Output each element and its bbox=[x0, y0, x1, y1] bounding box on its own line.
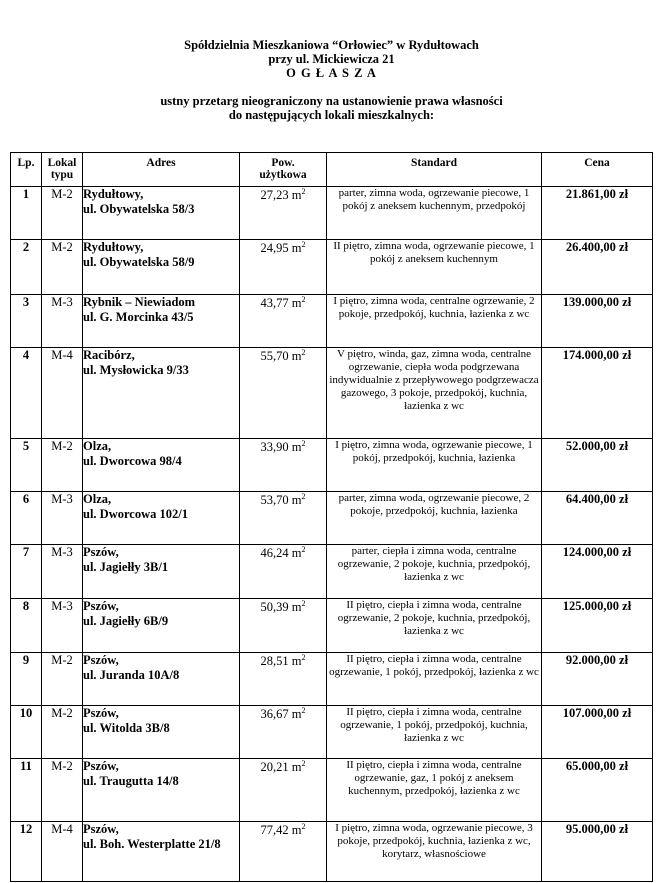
row-city: Racibórz, bbox=[83, 348, 135, 362]
row-area bbox=[240, 240, 327, 295]
row-price: 64.400,00 zł bbox=[542, 492, 653, 545]
row-address bbox=[83, 348, 240, 439]
row-area bbox=[240, 759, 327, 822]
row-street: ul. Jagiełły 6B/9 bbox=[83, 614, 169, 628]
row-area-unit: m bbox=[291, 349, 302, 364]
row-area-unit: m bbox=[291, 760, 302, 775]
row-city: Pszów, bbox=[83, 653, 119, 667]
header-cena: Cena bbox=[542, 153, 653, 187]
row-street: ul. Boh. Westerplatte 21/8 bbox=[83, 837, 221, 851]
row-lp: 3 bbox=[11, 295, 42, 348]
row-standard: parter, zimna woda, ogrzewanie piecowe, 2 pokoje, przedpokój, kuchnia, łazienka bbox=[327, 492, 542, 545]
row-standard: I piętro, zimna woda, ogrzewanie piecowe, 3 pokoje, przedpokój, kuchnia, łazienka z wc, korytarz, własnościowe bbox=[327, 822, 542, 882]
row-area-exp: 2 bbox=[301, 759, 306, 768]
apartments-table bbox=[10, 152, 653, 882]
row-city: Pszów, bbox=[83, 759, 119, 773]
row-standard: parter, zimna woda, ogrzewanie piecowe, 1 pokój z aneksem kuchennym, przedpokój bbox=[327, 187, 542, 240]
row-lp: 8 bbox=[11, 599, 42, 653]
table-header-row bbox=[11, 153, 653, 187]
table-row bbox=[11, 822, 653, 882]
row-area-value: 55,70 bbox=[260, 349, 289, 364]
tender-description-cont: do następujących lokali mieszkalnych: bbox=[228, 108, 435, 122]
row-area-exp: 2 bbox=[301, 492, 306, 501]
row-typ: M-4 bbox=[42, 348, 83, 439]
header-standard: Standard bbox=[327, 153, 542, 187]
header-typ bbox=[42, 153, 83, 187]
row-address bbox=[83, 822, 240, 882]
header-pow-line2: użytkowa bbox=[259, 169, 307, 181]
row-area-value: 33,90 bbox=[260, 440, 289, 455]
table-row bbox=[11, 759, 653, 822]
row-street: ul. Dworcowa 102/1 bbox=[83, 507, 188, 521]
row-area bbox=[240, 653, 327, 706]
row-lp: 6 bbox=[11, 492, 42, 545]
table-row bbox=[11, 492, 653, 545]
row-city: Rydułtowy, bbox=[83, 187, 144, 201]
row-city: Olza, bbox=[83, 492, 112, 506]
row-typ: M-2 bbox=[42, 759, 83, 822]
row-typ: M-4 bbox=[42, 822, 83, 882]
row-city: Olza, bbox=[83, 439, 112, 453]
row-address bbox=[83, 545, 240, 599]
table-row bbox=[11, 240, 653, 295]
row-city: Pszów, bbox=[83, 822, 119, 836]
row-area-value: 50,39 bbox=[260, 600, 289, 615]
row-lp: 12 bbox=[11, 822, 42, 882]
row-area bbox=[240, 822, 327, 882]
row-area-value: 46,24 bbox=[260, 546, 289, 561]
row-price: 139.000,00 zł bbox=[542, 295, 653, 348]
row-area bbox=[240, 348, 327, 439]
row-price: 174.000,00 zł bbox=[542, 348, 653, 439]
row-area bbox=[240, 295, 327, 348]
row-area-unit: m bbox=[291, 296, 302, 311]
row-area-value: 27,23 bbox=[260, 188, 289, 203]
row-typ: M-2 bbox=[42, 706, 83, 759]
row-standard: V piętro, winda, gaz, zimna woda, centralne ogrzewanie, ciepła woda podgrzewana indywidualnie z przepływowego podgrzewacza gazowego, 3 pokoje, przedpokój, kuchnia, łazienka z wc bbox=[327, 348, 542, 439]
row-area-unit: m bbox=[291, 654, 302, 669]
row-area-exp: 2 bbox=[301, 822, 306, 831]
row-street: ul. Traugutta 14/8 bbox=[83, 774, 179, 788]
cooperative-name: Spółdzielnia Mieszkaniowa “Orłowiec” w Rydułtowach bbox=[184, 38, 479, 52]
row-address bbox=[83, 653, 240, 706]
row-area-exp: 2 bbox=[301, 545, 306, 554]
table-row bbox=[11, 439, 653, 492]
row-area-exp: 2 bbox=[301, 295, 306, 304]
row-standard: parter, ciepła i zimna woda, centralne ogrzewanie, 2 pokoje, kuchnia, przedpokój, łazienka z wc bbox=[327, 545, 542, 599]
header-adres: Adres bbox=[83, 153, 240, 187]
row-street: ul. Witolda 3B/8 bbox=[83, 721, 170, 735]
row-area-exp: 2 bbox=[301, 187, 306, 196]
row-standard: II piętro, ciepła i zimna woda, centralne ogrzewanie, gaz, 1 pokój z aneksem kuchennym, przedpokój, łazienka z wc bbox=[327, 759, 542, 822]
row-address bbox=[83, 759, 240, 822]
row-typ: M-2 bbox=[42, 240, 83, 295]
row-lp: 4 bbox=[11, 348, 42, 439]
table-row bbox=[11, 706, 653, 759]
row-city: Rydułtowy, bbox=[83, 240, 144, 254]
row-typ: M-3 bbox=[42, 492, 83, 545]
row-price: 26.400,00 zł bbox=[542, 240, 653, 295]
row-area-unit: m bbox=[291, 823, 302, 838]
row-street: ul. Obywatelska 58/9 bbox=[83, 255, 195, 269]
row-address bbox=[83, 187, 240, 240]
row-area-exp: 2 bbox=[301, 348, 306, 357]
row-area bbox=[240, 545, 327, 599]
row-price: 124.000,00 zł bbox=[542, 545, 653, 599]
table-row bbox=[11, 599, 653, 653]
row-address bbox=[83, 599, 240, 653]
row-typ: M-3 bbox=[42, 599, 83, 653]
row-area-exp: 2 bbox=[301, 599, 306, 608]
row-standard: I piętro, zimna woda, centralne ogrzewanie, 2 pokoje, przedpokój, kuchnia, łazienka z wc bbox=[327, 295, 542, 348]
row-area-unit: m bbox=[291, 440, 302, 455]
row-area-value: 36,67 bbox=[260, 707, 289, 722]
table-row bbox=[11, 545, 653, 599]
row-typ: M-2 bbox=[42, 439, 83, 492]
row-area-value: 28,51 bbox=[260, 654, 289, 669]
row-price: 107.000,00 zł bbox=[542, 706, 653, 759]
row-address bbox=[83, 295, 240, 348]
row-area-unit: m bbox=[291, 493, 302, 508]
row-area-unit: m bbox=[291, 546, 302, 561]
row-area-exp: 2 bbox=[301, 653, 306, 662]
header-pow-line1: Pow. bbox=[271, 157, 295, 169]
row-lp: 11 bbox=[11, 759, 42, 822]
row-typ: M-3 bbox=[42, 295, 83, 348]
row-price: 65.000,00 zł bbox=[542, 759, 653, 822]
row-street: ul. Obywatelska 58/3 bbox=[83, 202, 195, 216]
row-city: Rybnik – Niewiadom bbox=[83, 295, 196, 309]
row-area bbox=[240, 439, 327, 492]
row-area bbox=[240, 706, 327, 759]
row-standard: II piętro, ciepła i zimna woda, centralne ogrzewanie, 2 pokoje, kuchnia, przedpokój, łazienka z wc bbox=[327, 599, 542, 653]
header-typ-line1: Lokal bbox=[47, 157, 77, 169]
row-area-unit: m bbox=[291, 241, 302, 256]
row-city: Pszów, bbox=[83, 599, 119, 613]
row-area-value: 43,77 bbox=[260, 296, 289, 311]
row-typ: M-2 bbox=[42, 653, 83, 706]
row-address bbox=[83, 439, 240, 492]
announcement-title: O G Ł A S Z A bbox=[286, 66, 377, 80]
row-area bbox=[240, 492, 327, 545]
row-price: 52.000,00 zł bbox=[542, 439, 653, 492]
tender-description: ustny przetarg nieograniczony na ustanowienie prawa własności bbox=[160, 94, 503, 108]
row-street: ul. Juranda 10A/8 bbox=[83, 668, 180, 682]
table-row bbox=[11, 348, 653, 439]
row-price: 21.861,00 zł bbox=[542, 187, 653, 240]
row-area-value: 24,95 bbox=[260, 241, 289, 256]
row-area-value: 20,21 bbox=[260, 760, 289, 775]
row-area-exp: 2 bbox=[301, 439, 306, 448]
row-address bbox=[83, 240, 240, 295]
row-area bbox=[240, 187, 327, 240]
row-city: Pszów, bbox=[83, 706, 119, 720]
header-typ-line2: typu bbox=[50, 169, 74, 181]
row-address bbox=[83, 706, 240, 759]
header-lp: Lp. bbox=[11, 153, 42, 187]
cooperative-address: przy ul. Mickiewicza 21 bbox=[268, 52, 395, 66]
row-typ: M-3 bbox=[42, 545, 83, 599]
row-price: 125.000,00 zł bbox=[542, 599, 653, 653]
row-area-unit: m bbox=[291, 707, 302, 722]
row-typ: M-2 bbox=[42, 187, 83, 240]
row-lp: 2 bbox=[11, 240, 42, 295]
row-area-unit: m bbox=[291, 188, 302, 203]
row-price: 95.000,00 zł bbox=[542, 822, 653, 882]
row-street: ul. Mysłowicka 9/33 bbox=[83, 363, 189, 377]
row-standard: I piętro, zimna woda, ogrzewanie piecowe, 1 pokój, przedpokój, kuchnia, łazienka bbox=[327, 439, 542, 492]
table-row bbox=[11, 295, 653, 348]
row-lp: 1 bbox=[11, 187, 42, 240]
row-address bbox=[83, 492, 240, 545]
row-area bbox=[240, 599, 327, 653]
row-street: ul. Jagiełły 3B/1 bbox=[83, 560, 169, 574]
row-lp: 7 bbox=[11, 545, 42, 599]
row-lp: 10 bbox=[11, 706, 42, 759]
row-area-exp: 2 bbox=[301, 706, 306, 715]
header-pow bbox=[240, 153, 327, 187]
row-lp: 5 bbox=[11, 439, 42, 492]
row-standard: II piętro, ciepła i zimna woda, centralne ogrzewanie, 1 pokój, przedpokój, łazienka z wc bbox=[327, 653, 542, 706]
row-area-value: 53,70 bbox=[260, 493, 289, 508]
table-row bbox=[11, 653, 653, 706]
row-standard: II piętro, ciepła i zimna woda, centralne ogrzewanie, 1 pokój, przedpokój, kuchnia, łazienka z wc bbox=[327, 706, 542, 759]
row-price: 92.000,00 zł bbox=[542, 653, 653, 706]
row-street: ul. G. Morcinka 43/5 bbox=[83, 310, 194, 324]
row-standard: II piętro, zimna woda, ogrzewanie piecowe, 1 pokój z aneksem kuchennym bbox=[327, 240, 542, 295]
row-lp: 9 bbox=[11, 653, 42, 706]
row-area-value: 77,42 bbox=[260, 823, 289, 838]
row-area-exp: 2 bbox=[301, 240, 306, 249]
row-city: Pszów, bbox=[83, 545, 119, 559]
table-row bbox=[11, 187, 653, 240]
row-street: ul. Dworcowa 98/4 bbox=[83, 454, 182, 468]
row-area-unit: m bbox=[291, 600, 302, 615]
